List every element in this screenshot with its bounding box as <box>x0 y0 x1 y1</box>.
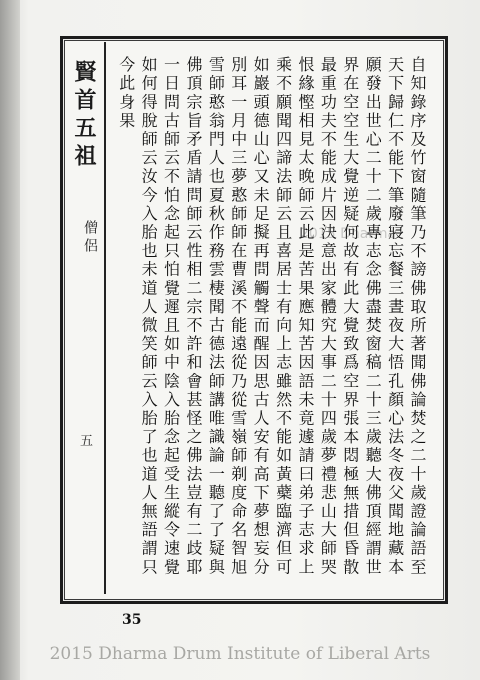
page-number: 35 <box>122 612 142 628</box>
watermark: 2015 Dharma Drum Institute of Liberal Arts <box>49 644 431 664</box>
margin-title: 賢首五祖 <box>71 60 97 172</box>
margin-page-marker: 五 <box>80 434 94 449</box>
margin-label: 僧侶 <box>82 220 98 256</box>
body-text: 自知錄序及竹窗隨筆乃不謗佛取所著聞佛論焚之二十歲證論語至天下歸仁不能下筆廢寢忘餐三晝夜大悟孔顏心法冬夜父聞地藏本願發出世心二十二歲專志念佛盡焚窗稿二十三歲聽大佛頂經謂世界在空空生大覺逆疑何故有此大覺致爲空界張本悶極無措但昏散最重功夫不能成片因決意出家體究大事二十四歲夢禮悲山大師哭恨緣慳相見太晚師云此是苦果應知苦因語未竟遽請曰弟子志求上乘不願聞四諦法師云且喜居士有向上志雖然不能如黃蘗臨濟但可如巖頭德山心又未足擬再問觸聲而醒因思古人安有高下夢想妄分別耳一月中三夢憨師師在曹溪不能遠從乃從雪嶺師剃度命名智旭雪師憨翁門人也夏秋作務雲棲聞古德法師講唯識論一聽了了疑與佛頂宗旨矛盾請問師云性相二宗不許和會甚怪之佛法豈有二歧耶一日問古師云不怕念起只怕覺遲且如中陰入胎念起受生縱令速覺如何得脫師云汝今入胎也未道人微笑師云入胎了也道人無語謂只今此身果 <box>116 56 427 577</box>
watermark-overlay: 2015 Dharma <box>300 226 397 242</box>
book-spine-shadow <box>0 0 20 680</box>
